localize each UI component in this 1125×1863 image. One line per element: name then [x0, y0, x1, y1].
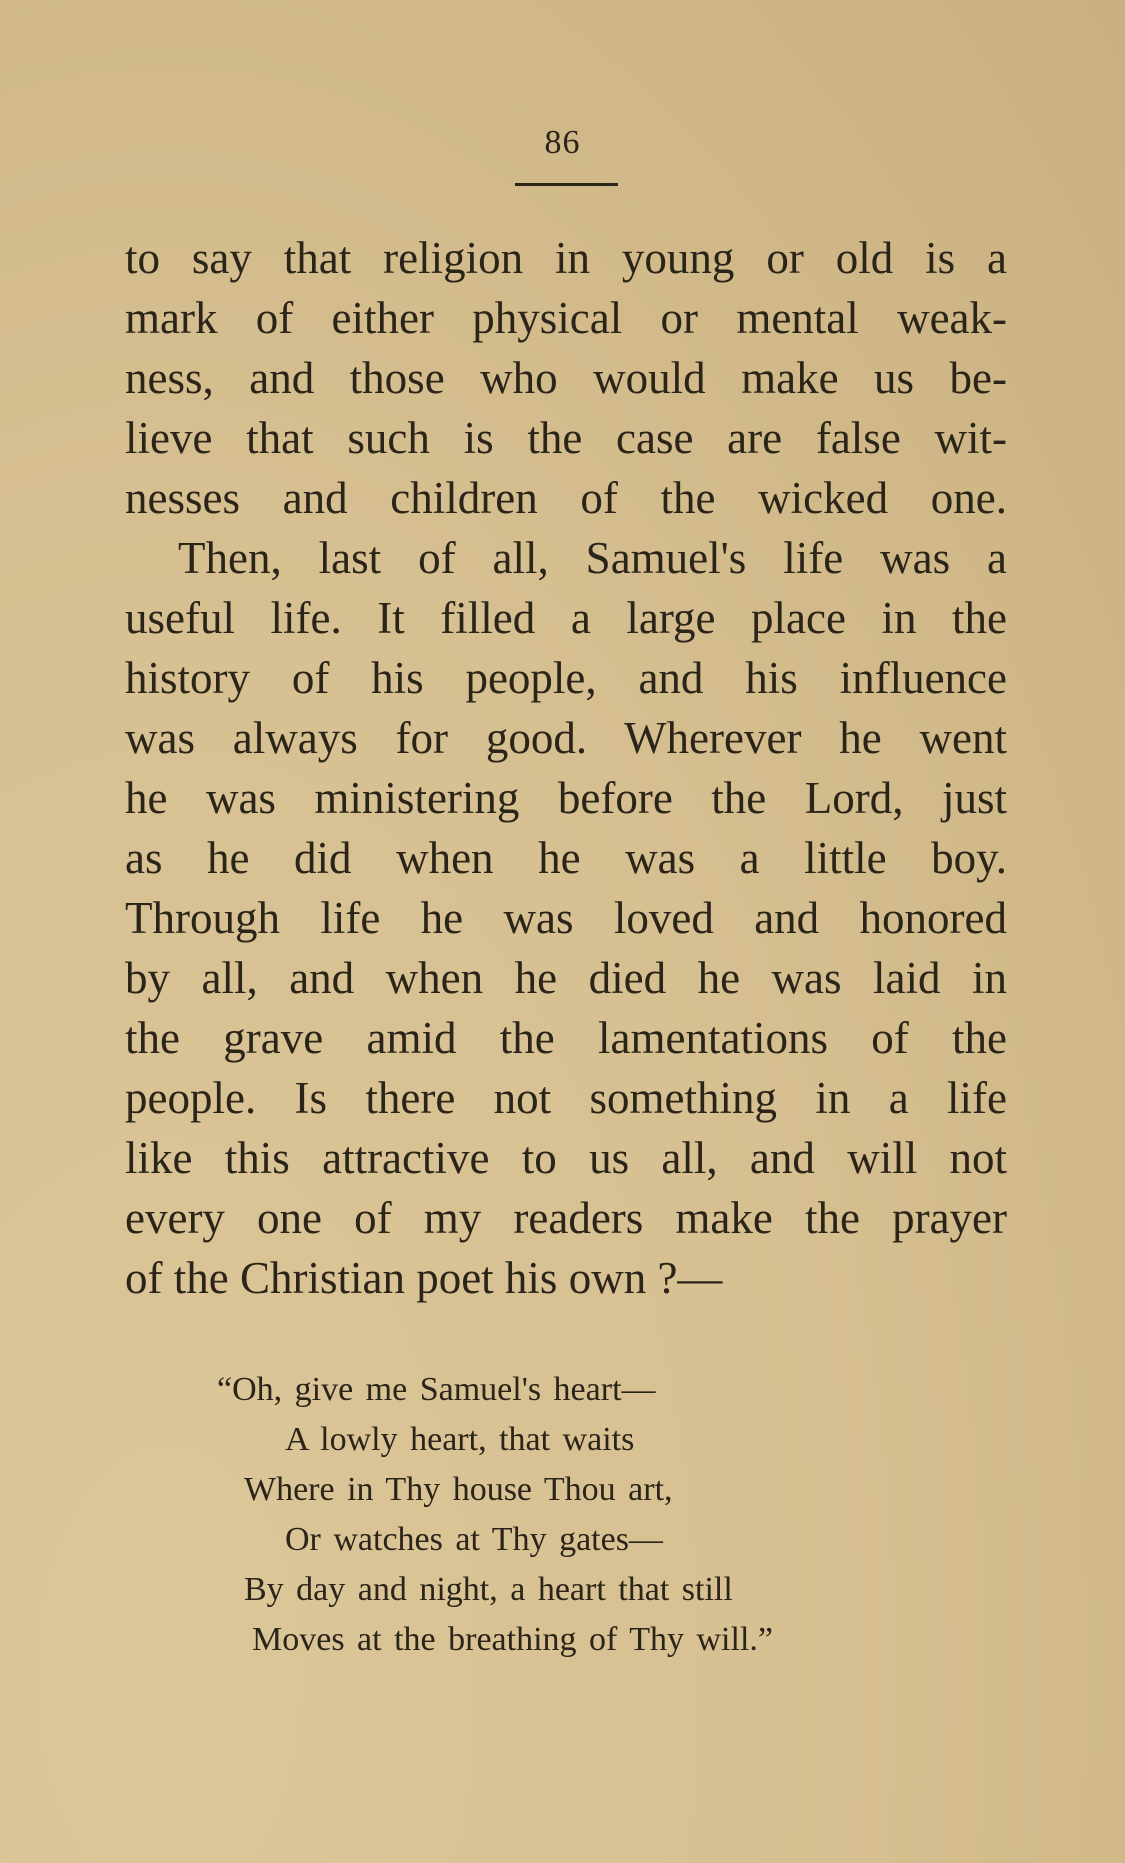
- text-line: nesses and children of the wicked one.: [125, 473, 1007, 523]
- text-line: was always for good. Wherever he went: [125, 713, 1007, 763]
- text-line: to say that religion in young or old is a: [125, 233, 1007, 283]
- text-line: mark of either physical or mental weak-: [125, 293, 1007, 343]
- text-line: lieve that such is the case are false wit-: [125, 413, 1007, 463]
- poem-line: “Oh, give me Samuel's heart—: [217, 1371, 656, 1408]
- text-line: people. Is there not something in a life: [125, 1073, 1007, 1123]
- text-line: Then, last of all, Samuel's life was a: [178, 533, 1007, 583]
- header-rule: [515, 183, 618, 186]
- text-line: every one of my readers make the prayer: [125, 1193, 1007, 1243]
- text-line: Through life he was loved and honored: [125, 893, 1007, 943]
- poem-line: Or watches at Thy gates—: [285, 1521, 663, 1558]
- text-line: by all, and when he died he was laid in: [125, 953, 1007, 1003]
- poem-line: Moves at the breathing of Thy will.”: [252, 1621, 773, 1658]
- poem-line: A lowly heart, that waits: [285, 1421, 635, 1458]
- text-line: of the Christian poet his own ?—: [125, 1253, 723, 1303]
- text-line: he was ministering before the Lord, just: [125, 773, 1007, 823]
- text-line: the grave amid the lamentations of the: [125, 1013, 1007, 1063]
- text-line: useful life. It filled a large place in the: [125, 593, 1007, 643]
- page-number: 86: [544, 124, 581, 161]
- text-line: as he did when he was a little boy.: [125, 833, 1007, 883]
- text-line: history of his people, and his influence: [125, 653, 1007, 703]
- text-line: ness, and those who would make us be-: [125, 353, 1007, 403]
- text-line: like this attractive to us all, and will not: [125, 1133, 1007, 1183]
- poem-line: By day and night, a heart that still: [244, 1571, 733, 1608]
- body-text: [125, 228, 1007, 1308]
- poem-line: Where in Thy house Thou art,: [244, 1471, 673, 1508]
